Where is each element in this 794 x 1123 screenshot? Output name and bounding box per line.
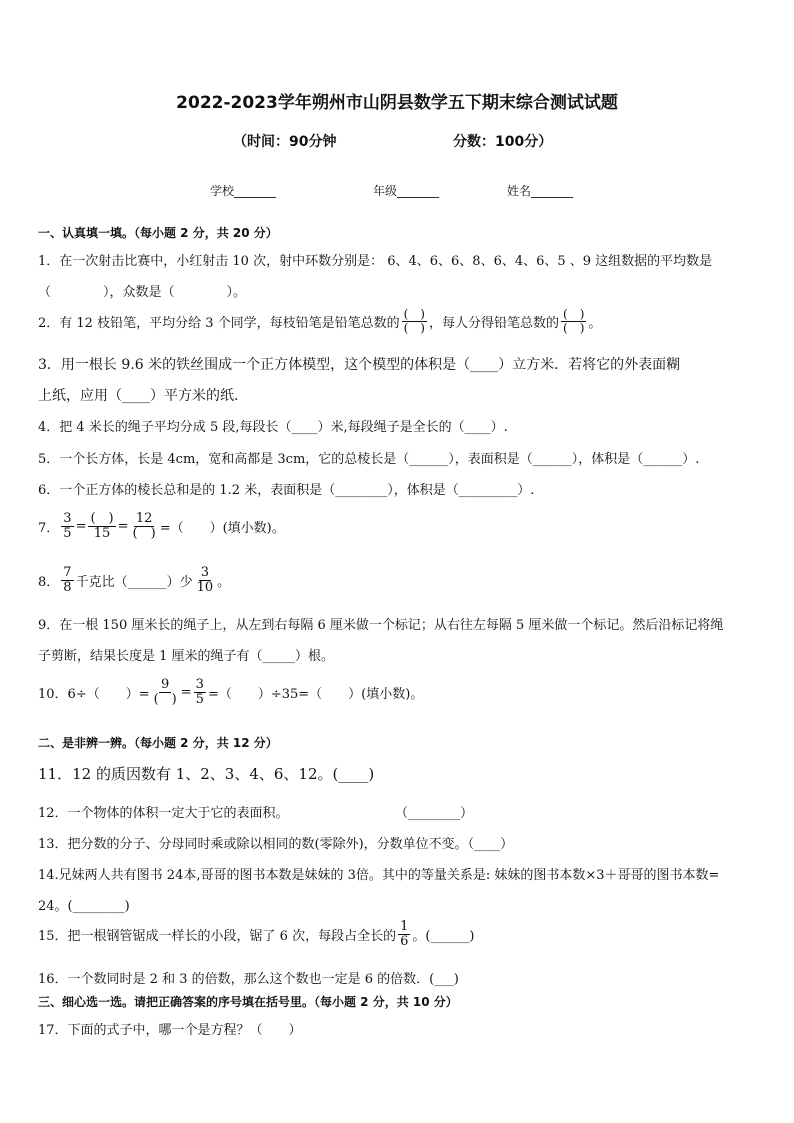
time-limit: （时间：90分钟 [233,134,337,150]
fraction-denominator: 8 [63,579,72,595]
question-label: 8． [38,574,60,590]
question-8-tail: 。 [217,574,231,590]
section-heading-true-false: 二、是非辨一辨。（每小题 2 分，共 12 分） [38,736,278,750]
fraction-denominator: 5 [63,525,72,541]
fraction [194,678,206,706]
fraction-numerator: ( ) [90,511,114,526]
question-10 [38,678,423,706]
question-15 [38,920,475,948]
question-15-text: 15．把一根钢管锯成一样长的小段，锯了 6 次，每段占全长的 [38,928,397,944]
question-1-line-2: （ ），众数是（ ）。 [38,285,247,300]
fraction-numerator: 3 [63,511,72,526]
name-field: 姓名_______ [507,184,574,198]
question-10-tail: =（ ）÷35=（ ）(填小数)。 [207,686,424,702]
question-label: 7． [38,520,60,536]
grade-field: 年级_______ [373,184,440,198]
fraction-denominator: 15 [93,525,111,541]
question-3-line-1: 3．用一根长 9.6 米的铁丝围成一个正方体模型，这个模型的体积是（____）立方米．若将它的外表面糊 [38,357,681,373]
fraction [398,920,410,948]
fraction-blank [402,308,427,334]
question-8 [38,566,230,594]
fraction [61,566,73,594]
fraction-numerator: 7 [63,565,72,580]
question-14-line-1: 14.兄妹两人共有图书 24本,哥哥的图书本数是妹妹的 3倍。其中的等量关系是: 妹妹的图书本数×3＋哥哥的图书本数= [38,868,720,883]
fraction-denominator: 6 [400,933,409,949]
question-5: 5．一个长方体，长是 4cm，宽和高都是 3cm，它的总棱长是（______），表面积是（______），体积是（______）. [38,452,700,467]
fraction-denominator: 5 [195,691,204,707]
fraction [61,512,73,540]
page-title: 2022-2023学年朔州市山阴县数学五下期末综合测试试题 [176,93,618,113]
fraction-numerator: 12 [135,511,153,526]
fraction [152,678,179,706]
question-2-end: 。 [588,315,602,331]
question-17: 17．下面的式子中，哪一个是方程？（ ） [38,1023,302,1038]
question-7 [38,512,285,540]
question-2-text: 2．有 12 枝铅笔，平均分给 3 个同学，每枝铅笔是铅笔总数的 [38,315,400,331]
question-2-text-mid: ，每人分得铅笔总数的 [429,315,560,331]
fraction-numerator: 1 [400,919,409,934]
equals-sign: = [75,518,87,534]
fraction-denominator: ( ) [563,320,585,335]
question-1-line-1: 1．在一次射击比赛中，小红射击 10 次，射中环数分别是： 6、4、6、6、8、6、4、6、5 、9 这组数据的平均数是 [38,254,713,269]
fraction-numerator: 3 [200,565,209,580]
fraction-numerator: 9 [161,677,170,692]
fraction-numerator: ( ) [403,307,425,321]
total-score: 分数：100分） [453,134,553,150]
fraction-denominator: ( ) [403,320,425,335]
fraction [131,512,158,540]
fraction-numerator: 3 [195,677,204,692]
question-3-line-2: 上纸，应用（____）平方米的纸. [38,388,239,404]
school-field: 学校_______ [210,184,277,198]
fraction-numerator: ( ) [563,307,585,321]
question-12-answer: （________） [395,806,474,821]
fraction [88,512,115,540]
equals-sign: = [180,684,192,700]
question-2 [38,308,601,334]
fraction-denominator: ( ) [153,691,177,707]
question-9-line-1: 9．在一根 150 厘米长的绳子上，从左到右每隔 6 厘米做一个标记；从右往左每隔 5 厘米做一个标记。然后沿标记将绳 [38,618,724,633]
section-heading-fill-in: 一、认真填一填。（每小题 2 分，共 20 分） [38,226,278,240]
question-14-line-2: 24。(________) [38,899,130,914]
fraction-denominator: 10 [196,579,214,595]
question-12: 12．一个物体的体积一定大于它的表面积。 [38,806,289,821]
fraction-blank [561,308,586,334]
question-16: 16．一个数同时是 2 和 3 的倍数，那么这个数也一定是 6 的倍数．(___) [38,972,459,987]
fraction [195,566,216,594]
equals-sign: = [117,518,129,534]
section-heading-multiple-choice: 三、细心选一选。请把正确答案的序号填在括号里。（每小题 2 分，共 10 分） [38,995,458,1009]
question-9-line-2: 子剪断，结果长度是 1 厘米的绳子有（_____）根。 [38,649,335,664]
question-7-tail: =（ ）(填小数)。 [159,520,285,536]
question-15-tail: 。(______) [412,928,475,944]
question-10-head: 10．6÷（ ）= [38,686,150,702]
question-13: 13．把分数的分子、分母同时乘或除以相同的数(零除外)，分数单位不变。（____） [38,837,514,852]
question-4: 4．把 4 米长的绳子平均分成 5 段,每段长（____）米,每段绳子是全长的（____）. [38,420,508,435]
question-6: 6．一个正方体的棱长总和是的 1.2 米，表面积是（________），体积是（_________）. [38,483,535,498]
question-8-mid: 千克比（______）少 [75,574,193,590]
fraction-denominator: ( ) [132,525,156,541]
question-11: 11．12 的质因数有 1、2、3、4、6、12。(____) [38,765,375,783]
